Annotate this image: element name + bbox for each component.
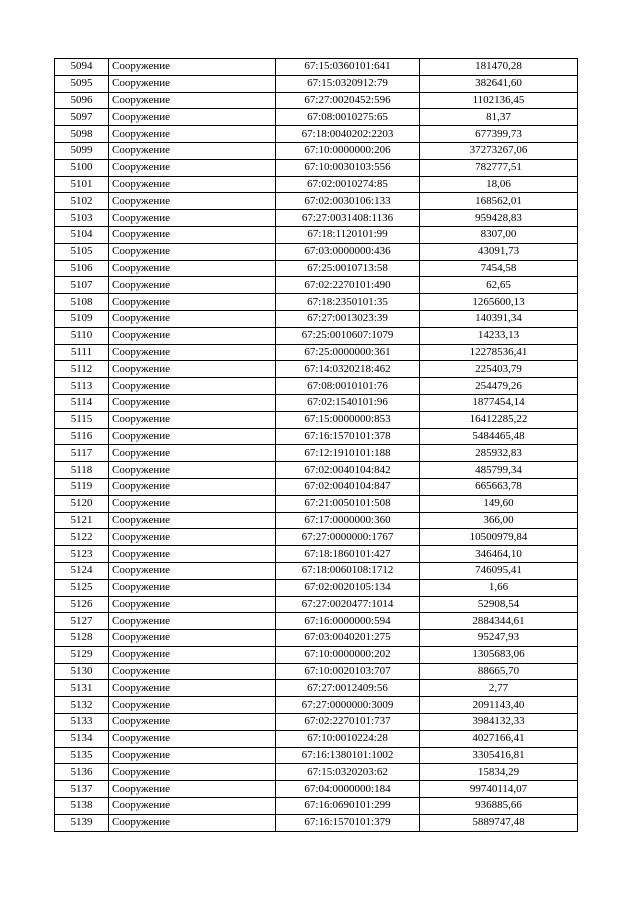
- row-number-cell: 5098: [55, 126, 109, 143]
- value-cell: 10500979,84: [420, 529, 578, 546]
- table-row: [55, 75, 578, 92]
- table-row: [55, 411, 578, 428]
- cadastral-number-cell: 67:02:0040104:842: [276, 462, 420, 479]
- value-cell: 88665,70: [420, 663, 578, 680]
- object-type-cell: Сооружение: [109, 109, 276, 126]
- table-row: [55, 361, 578, 378]
- object-type-cell: Сооружение: [109, 546, 276, 563]
- table-row: [55, 109, 578, 126]
- object-type-cell: Сооружение: [109, 663, 276, 680]
- value-cell: 5484465,48: [420, 428, 578, 445]
- value-cell: 3305416,81: [420, 747, 578, 764]
- row-number-cell: 5122: [55, 529, 109, 546]
- row-number-cell: 5099: [55, 142, 109, 159]
- cadastral-number-cell: 67:15:0320912:79: [276, 75, 420, 92]
- cadastral-number-cell: 67:27:0020477:1014: [276, 596, 420, 613]
- row-number-cell: 5124: [55, 562, 109, 579]
- object-type-cell: Сооружение: [109, 411, 276, 428]
- value-cell: 366,00: [420, 512, 578, 529]
- value-cell: 959428,83: [420, 210, 578, 227]
- table-row: [55, 478, 578, 495]
- table-row: [55, 646, 578, 663]
- object-type-cell: Сооружение: [109, 579, 276, 596]
- cadastral-number-cell: 67:02:0020105:134: [276, 579, 420, 596]
- cadastral-number-cell: 67:08:0010101:76: [276, 378, 420, 395]
- table-row: [55, 445, 578, 462]
- table-row: [55, 394, 578, 411]
- object-type-cell: Сооружение: [109, 59, 276, 76]
- row-number-cell: 5139: [55, 814, 109, 831]
- value-cell: 16412285,22: [420, 411, 578, 428]
- table-row: [55, 193, 578, 210]
- row-number-cell: 5101: [55, 176, 109, 193]
- row-number-cell: 5114: [55, 394, 109, 411]
- row-number-cell: 5136: [55, 764, 109, 781]
- object-type-cell: Сооружение: [109, 210, 276, 227]
- cadastral-number-cell: 67:18:1120101:99: [276, 226, 420, 243]
- cadastral-number-cell: 67:25:0010607:1079: [276, 327, 420, 344]
- table-row: [55, 260, 578, 277]
- row-number-cell: 5130: [55, 663, 109, 680]
- value-cell: 5889747,48: [420, 814, 578, 831]
- object-type-cell: Сооружение: [109, 714, 276, 731]
- table-row: [55, 546, 578, 563]
- cadastral-number-cell: 67:10:0020103:707: [276, 663, 420, 680]
- cadastral-number-cell: 67:10:0010224:28: [276, 730, 420, 747]
- table-row: [55, 596, 578, 613]
- cadastral-number-cell: 67:04:0000000:184: [276, 781, 420, 798]
- cadastral-number-cell: 67:21:0050101:508: [276, 495, 420, 512]
- object-type-cell: Сооружение: [109, 327, 276, 344]
- table-row: [55, 226, 578, 243]
- row-number-cell: 5096: [55, 92, 109, 109]
- object-type-cell: Сооружение: [109, 512, 276, 529]
- value-cell: 225403,79: [420, 361, 578, 378]
- object-type-cell: Сооружение: [109, 378, 276, 395]
- row-number-cell: 5105: [55, 243, 109, 260]
- table-row: [55, 277, 578, 294]
- object-type-cell: Сооружение: [109, 92, 276, 109]
- cadastral-number-cell: 67:02:0040104:847: [276, 478, 420, 495]
- value-cell: 3984132,33: [420, 714, 578, 731]
- table-row: [55, 697, 578, 714]
- object-type-cell: Сооружение: [109, 445, 276, 462]
- object-type-cell: Сооружение: [109, 277, 276, 294]
- row-number-cell: 5132: [55, 697, 109, 714]
- value-cell: 285932,83: [420, 445, 578, 462]
- row-number-cell: 5123: [55, 546, 109, 563]
- row-number-cell: 5106: [55, 260, 109, 277]
- row-number-cell: 5102: [55, 193, 109, 210]
- row-number-cell: 5111: [55, 344, 109, 361]
- table-row: [55, 142, 578, 159]
- value-cell: 62,65: [420, 277, 578, 294]
- value-cell: 746095,41: [420, 562, 578, 579]
- table-row: [55, 579, 578, 596]
- object-type-cell: Сооружение: [109, 613, 276, 630]
- cadastral-number-cell: 67:16:0000000:594: [276, 613, 420, 630]
- row-number-cell: 5126: [55, 596, 109, 613]
- object-type-cell: Сооружение: [109, 495, 276, 512]
- object-type-cell: Сооружение: [109, 394, 276, 411]
- object-type-cell: Сооружение: [109, 176, 276, 193]
- cadastral-number-cell: 67:18:2350101:35: [276, 294, 420, 311]
- cadastral-number-cell: 67:14:0320218:462: [276, 361, 420, 378]
- object-type-cell: Сооружение: [109, 226, 276, 243]
- row-number-cell: 5134: [55, 730, 109, 747]
- row-number-cell: 5119: [55, 478, 109, 495]
- row-number-cell: 5127: [55, 613, 109, 630]
- table-row: [55, 126, 578, 143]
- table-row: [55, 495, 578, 512]
- object-type-cell: Сооружение: [109, 243, 276, 260]
- value-cell: 15834,29: [420, 764, 578, 781]
- object-type-cell: Сооружение: [109, 478, 276, 495]
- value-cell: 99740114,07: [420, 781, 578, 798]
- row-number-cell: 5113: [55, 378, 109, 395]
- cadastral-number-cell: 67:16:1570101:378: [276, 428, 420, 445]
- row-number-cell: 5115: [55, 411, 109, 428]
- table-row: [55, 176, 578, 193]
- table-row: [55, 243, 578, 260]
- row-number-cell: 5125: [55, 579, 109, 596]
- table-row: [55, 59, 578, 76]
- table-row: [55, 310, 578, 327]
- table-row: [55, 781, 578, 798]
- object-type-cell: Сооружение: [109, 730, 276, 747]
- row-number-cell: 5100: [55, 159, 109, 176]
- cadastral-number-cell: 67:02:2270101:737: [276, 714, 420, 731]
- cadastral-number-cell: 67:17:0000000:360: [276, 512, 420, 529]
- value-cell: 7454,58: [420, 260, 578, 277]
- cadastral-number-cell: 67:12:1910101:188: [276, 445, 420, 462]
- cadastral-number-cell: 67:18:0060108:1712: [276, 562, 420, 579]
- table-row: [55, 294, 578, 311]
- table-row: [55, 428, 578, 445]
- cadastral-number-cell: 67:27:0012409:56: [276, 680, 420, 697]
- table-row: [55, 630, 578, 647]
- row-number-cell: 5121: [55, 512, 109, 529]
- value-cell: 936885,66: [420, 798, 578, 815]
- object-type-cell: Сооружение: [109, 462, 276, 479]
- value-cell: 782777,51: [420, 159, 578, 176]
- table-row: [55, 562, 578, 579]
- table-row: [55, 210, 578, 227]
- object-type-cell: Сооружение: [109, 361, 276, 378]
- row-number-cell: 5117: [55, 445, 109, 462]
- registry-table: [54, 58, 578, 832]
- row-number-cell: 5112: [55, 361, 109, 378]
- object-type-cell: Сооружение: [109, 814, 276, 831]
- table-row: [55, 529, 578, 546]
- cadastral-number-cell: 67:16:0690101:299: [276, 798, 420, 815]
- table-row: [55, 462, 578, 479]
- object-type-cell: Сооружение: [109, 193, 276, 210]
- cadastral-number-cell: 67:27:0000000:3009: [276, 697, 420, 714]
- value-cell: 4027166,41: [420, 730, 578, 747]
- value-cell: 2,77: [420, 680, 578, 697]
- row-number-cell: 5133: [55, 714, 109, 731]
- value-cell: 677399,73: [420, 126, 578, 143]
- cadastral-number-cell: 67:18:1860101:427: [276, 546, 420, 563]
- value-cell: 149,60: [420, 495, 578, 512]
- registry-table-body: [55, 59, 578, 832]
- object-type-cell: Сооружение: [109, 294, 276, 311]
- row-number-cell: 5135: [55, 747, 109, 764]
- object-type-cell: Сооружение: [109, 646, 276, 663]
- cadastral-number-cell: 67:27:0000000:1767: [276, 529, 420, 546]
- row-number-cell: 5103: [55, 210, 109, 227]
- cadastral-number-cell: 67:10:0000000:202: [276, 646, 420, 663]
- cadastral-number-cell: 67:02:2270101:490: [276, 277, 420, 294]
- table-row: [55, 663, 578, 680]
- object-type-cell: Сооружение: [109, 529, 276, 546]
- table-row: [55, 512, 578, 529]
- table-row: [55, 714, 578, 731]
- value-cell: 1877454,14: [420, 394, 578, 411]
- row-number-cell: 5131: [55, 680, 109, 697]
- object-type-cell: Сооружение: [109, 75, 276, 92]
- object-type-cell: Сооружение: [109, 142, 276, 159]
- value-cell: 254479,26: [420, 378, 578, 395]
- row-number-cell: 5129: [55, 646, 109, 663]
- cadastral-number-cell: 67:27:0013023:39: [276, 310, 420, 327]
- object-type-cell: Сооружение: [109, 697, 276, 714]
- row-number-cell: 5128: [55, 630, 109, 647]
- table-row: [55, 327, 578, 344]
- value-cell: 1,66: [420, 579, 578, 596]
- row-number-cell: 5110: [55, 327, 109, 344]
- cadastral-number-cell: 67:03:0000000:436: [276, 243, 420, 260]
- object-type-cell: Сооружение: [109, 630, 276, 647]
- row-number-cell: 5095: [55, 75, 109, 92]
- object-type-cell: Сооружение: [109, 159, 276, 176]
- cadastral-number-cell: 67:16:1380101:1002: [276, 747, 420, 764]
- table-row: [55, 764, 578, 781]
- object-type-cell: Сооружение: [109, 596, 276, 613]
- row-number-cell: 5108: [55, 294, 109, 311]
- row-number-cell: 5094: [55, 59, 109, 76]
- cadastral-number-cell: 67:18:0040202:2203: [276, 126, 420, 143]
- value-cell: 665663,78: [420, 478, 578, 495]
- object-type-cell: Сооружение: [109, 562, 276, 579]
- row-number-cell: 5109: [55, 310, 109, 327]
- row-number-cell: 5104: [55, 226, 109, 243]
- value-cell: 168562,01: [420, 193, 578, 210]
- value-cell: 382641,60: [420, 75, 578, 92]
- value-cell: 43091,73: [420, 243, 578, 260]
- object-type-cell: Сооружение: [109, 798, 276, 815]
- object-type-cell: Сооружение: [109, 126, 276, 143]
- table-row: [55, 344, 578, 361]
- cadastral-number-cell: 67:02:1540101:96: [276, 394, 420, 411]
- object-type-cell: Сооружение: [109, 781, 276, 798]
- object-type-cell: Сооружение: [109, 764, 276, 781]
- row-number-cell: 5120: [55, 495, 109, 512]
- value-cell: 14233,13: [420, 327, 578, 344]
- cadastral-number-cell: 67:15:0000000:853: [276, 411, 420, 428]
- object-type-cell: Сооружение: [109, 310, 276, 327]
- table-row: [55, 814, 578, 831]
- object-type-cell: Сооружение: [109, 260, 276, 277]
- object-type-cell: Сооружение: [109, 680, 276, 697]
- cadastral-number-cell: 67:08:0010275:65: [276, 109, 420, 126]
- value-cell: 95247,93: [420, 630, 578, 647]
- cadastral-number-cell: 67:10:0000000:206: [276, 142, 420, 159]
- value-cell: 52908,54: [420, 596, 578, 613]
- value-cell: 8307,00: [420, 226, 578, 243]
- table-row: [55, 798, 578, 815]
- value-cell: 2884344,61: [420, 613, 578, 630]
- value-cell: 1305683,06: [420, 646, 578, 663]
- value-cell: 140391,34: [420, 310, 578, 327]
- object-type-cell: Сооружение: [109, 428, 276, 445]
- table-row: [55, 730, 578, 747]
- table-row: [55, 613, 578, 630]
- value-cell: 346464,10: [420, 546, 578, 563]
- object-type-cell: Сооружение: [109, 344, 276, 361]
- value-cell: 1265600,13: [420, 294, 578, 311]
- value-cell: 1102136,45: [420, 92, 578, 109]
- table-row: [55, 747, 578, 764]
- table-row: [55, 378, 578, 395]
- cadastral-number-cell: 67:02:0010274:85: [276, 176, 420, 193]
- cadastral-number-cell: 67:15:0360101:641: [276, 59, 420, 76]
- row-number-cell: 5116: [55, 428, 109, 445]
- value-cell: 485799,34: [420, 462, 578, 479]
- cadastral-number-cell: 67:27:0031408:1136: [276, 210, 420, 227]
- row-number-cell: 5107: [55, 277, 109, 294]
- row-number-cell: 5137: [55, 781, 109, 798]
- value-cell: 81,37: [420, 109, 578, 126]
- cadastral-number-cell: 67:16:1570101:379: [276, 814, 420, 831]
- table-row: [55, 92, 578, 109]
- cadastral-number-cell: 67:03:0040201:275: [276, 630, 420, 647]
- cadastral-number-cell: 67:02:0030106:133: [276, 193, 420, 210]
- value-cell: 18,06: [420, 176, 578, 193]
- table-row: [55, 680, 578, 697]
- row-number-cell: 5118: [55, 462, 109, 479]
- value-cell: 181470,28: [420, 59, 578, 76]
- row-number-cell: 5138: [55, 798, 109, 815]
- cadastral-number-cell: 67:25:0000000:361: [276, 344, 420, 361]
- object-type-cell: Сооружение: [109, 747, 276, 764]
- value-cell: 37273267,06: [420, 142, 578, 159]
- table-row: [55, 159, 578, 176]
- value-cell: 12278536,41: [420, 344, 578, 361]
- cadastral-number-cell: 67:25:0010713:58: [276, 260, 420, 277]
- cadastral-number-cell: 67:27:0020452:596: [276, 92, 420, 109]
- cadastral-number-cell: 67:10:0030103:556: [276, 159, 420, 176]
- cadastral-number-cell: 67:15:0320203:62: [276, 764, 420, 781]
- value-cell: 2091143,40: [420, 697, 578, 714]
- row-number-cell: 5097: [55, 109, 109, 126]
